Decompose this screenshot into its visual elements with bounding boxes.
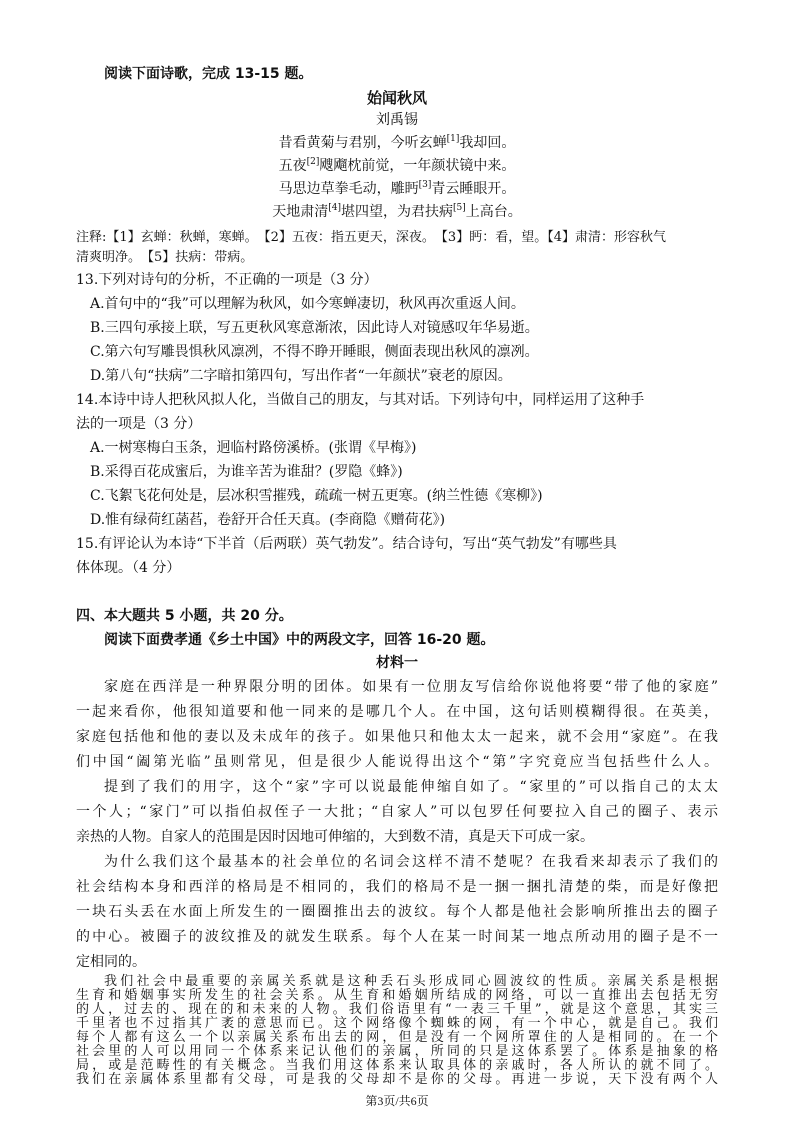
poem-notes-line-1: 注释:【1】玄蝉：秋蝉，寒蝉。 【2】五夜：指五更天，深夜。 【3】眄：看，望。【4】肃清：形容秋气 (76, 230, 666, 245)
poem-title: 始闻秋风 (366, 89, 427, 107)
paragraph-4-line-5: 每个人都有这么一个以亲属关系布出去的网，但是没有一个网所罩住的人是相同的。在一个 (76, 1030, 718, 1045)
paragraph-1-line-1: 家庭在西洋是一种界限分明的团体。如果有一位朋友写信给你说他将要“带了他的家庭” (104, 679, 718, 695)
paragraph-4-line-6: 社会里的人可以用同一个体系来记认他们的亲属，所同的只是这体系罢了。体系是抽象的格 (76, 1044, 718, 1059)
page-footer: 第3页/共6页 (365, 1094, 429, 1108)
question-14-stem-line-2: 法的一项是（3 分） (76, 416, 202, 432)
poem-notes-line-2: 清爽明净。 【5】扶病：带病。 (76, 250, 254, 265)
poem-author: 刘禹锡 (376, 112, 418, 128)
paragraph-3-line-2: 社会结构本身和西洋的格局是不相同的，我们的格局不是一捆一捆扎清楚的柴，而是好像把 (76, 879, 718, 895)
section4-intro: 阅读下面费孝通《乡土中国》中的两段文字，回答 16-20 题。 (104, 632, 495, 648)
poem-line-1: 昔看黄菊与君别，今听玄蝉[1]我却回。 (278, 134, 516, 151)
question-13-option-a: A.首句中的“我”可以理解为秋风，如今寒蝉凄切，秋风再次重返人间。 (90, 296, 525, 312)
paragraph-1-line-4: 们中国“阖第光临”虽则常见，但是很少人能说得出这个“第”字究竟应当包括些什么人。 (76, 754, 718, 770)
question-14-option-d: D.惟有绿荷红菡萏，卷舒开合任天真。(李商隐《赠荷花》) (90, 512, 446, 528)
paragraph-3-line-5: 定相同的。 (76, 954, 146, 970)
question-13-stem: 13.下列对诗句的分析，不正确的一项是（3 分） (76, 272, 378, 288)
paragraph-2-line-2: 一个人；“家门”可以指伯叔侄子一大批；“自家人”可以包罗任何要拉入自己的圈子、表示 (76, 804, 718, 820)
paragraph-4-line-2: 生育和婚姻事实所发生的社会关系。从生育和婚姻所结成的网络，可以一直推出去包括无穷 (76, 988, 718, 1003)
paragraph-2-line-1: 提到了我们的用字，这个“家”字可以说最能伸缩自如了。“家里的”可以指自己的太太 (104, 779, 718, 795)
paragraph-2-line-3: 亲热的人物。自家人的范围是因时因地可伸缩的，大到数不清，真是天下可成一家。 (76, 829, 594, 845)
paragraph-4-line-4: 千里者也不过指其广袤的意思而已。这个网络像个蜘蛛的网，有一个中心，就是自己。我们 (76, 1016, 718, 1031)
paragraph-4-line-8: 我们在亲属体系里都有父母，可是我的父母却不是你的父母。再进一步说，天下没有两个人 (76, 1072, 718, 1087)
paragraph-4-line-3: 的人，过去的、现在的和未来的人物。我们俗语里有“一表三千里”，就是这个意思，其实三 (76, 1002, 718, 1017)
question-13-option-c: C.第六句写雕畏惧秋风凛冽，不得不睁开睡眼，侧面表现出秋风的凛冽。 (90, 344, 539, 360)
question-14-option-b: B.采得百花成蜜后，为谁辛苦为谁甜？(罗隐《蜂》) (90, 464, 403, 480)
section3-intro: 阅读下面诗歌，完成 13-15 题。 (104, 66, 313, 82)
poem-line-3: 马思边草拳毛动，雕眄[3]青云睡眼开。 (278, 180, 516, 197)
material-1-title: 材料一 (376, 655, 418, 671)
question-13-option-d: D.第八句“扶病”二字暗扣第四句，写出作者“一年颜状”衰老的原因。 (90, 368, 512, 384)
poem-line-2: 五夜[2]飕飗枕前觉，一年颜状镜中来。 (278, 157, 516, 174)
paragraph-3-line-3: 一块石头丢在水面上所发生的一圈圈推出去的波纹。每个人都是他社会影响所推出去的圈子 (76, 904, 718, 920)
question-15-stem-line-2: 体体现。（4 分） (76, 560, 181, 576)
question-14-option-a: A.一树寒梅白玉条，迥临村路傍溪桥。(张谓《早梅》) (90, 440, 417, 456)
paragraph-1-line-3: 家庭包括他和他的妻以及未成年的孩子。如果他只和他太太一起来，就不会用“家庭”。在我 (76, 729, 718, 745)
paragraph-4-line-1: 我们社会中最重要的亲属关系就是这种丢石头形成同心圆波纹的性质。亲属关系是根据 (104, 974, 718, 989)
section4-heading: 四、本大题共 5 小题，共 20 分。 (76, 608, 293, 624)
question-14-stem-line-1: 14.本诗中诗人把秋风拟人化，当做自己的朋友，与其对话。下列诗句中，同样运用了这种手 (76, 392, 645, 408)
question-13-option-b: B.三四句承接上联，写五更秋风寒意渐浓，因此诗人对镜感叹年华易逝。 (90, 320, 539, 336)
poem-line-4: 天地肃清[4]堪四望，为君扶病[5]上高台。 (272, 203, 522, 220)
paragraph-4-line-7: 局，或是范畴性的有关概念。当我们用这体系来认取具体的亲戚时，各人所认的就不同了。 (76, 1058, 718, 1073)
paragraph-3-line-4: 的中心。被圈子的波纹推及的就发生联系。每个人在某一时间某一地点所动用的圈子是不一 (76, 929, 718, 945)
paragraph-1-line-2: 一起来看你，他很知道要和他一同来的是哪几个人。在中国，这句话则模糊得很。在英美， (76, 704, 718, 720)
question-15-stem-line-1: 15.有评论认为本诗“下半首（后两联）英气勃发”。结合诗句，写出“英气勃发”有哪些具 (76, 536, 617, 552)
question-14-option-c: C.飞絮飞花何处是，层冰积雪摧残，疏疏一树五更寒。(纳兰性德《寒柳》) (90, 488, 543, 504)
paragraph-3-line-1: 为什么我们这个最基本的社会单位的名词会这样不清不楚呢？在我看来却表示了我们的 (104, 854, 718, 870)
